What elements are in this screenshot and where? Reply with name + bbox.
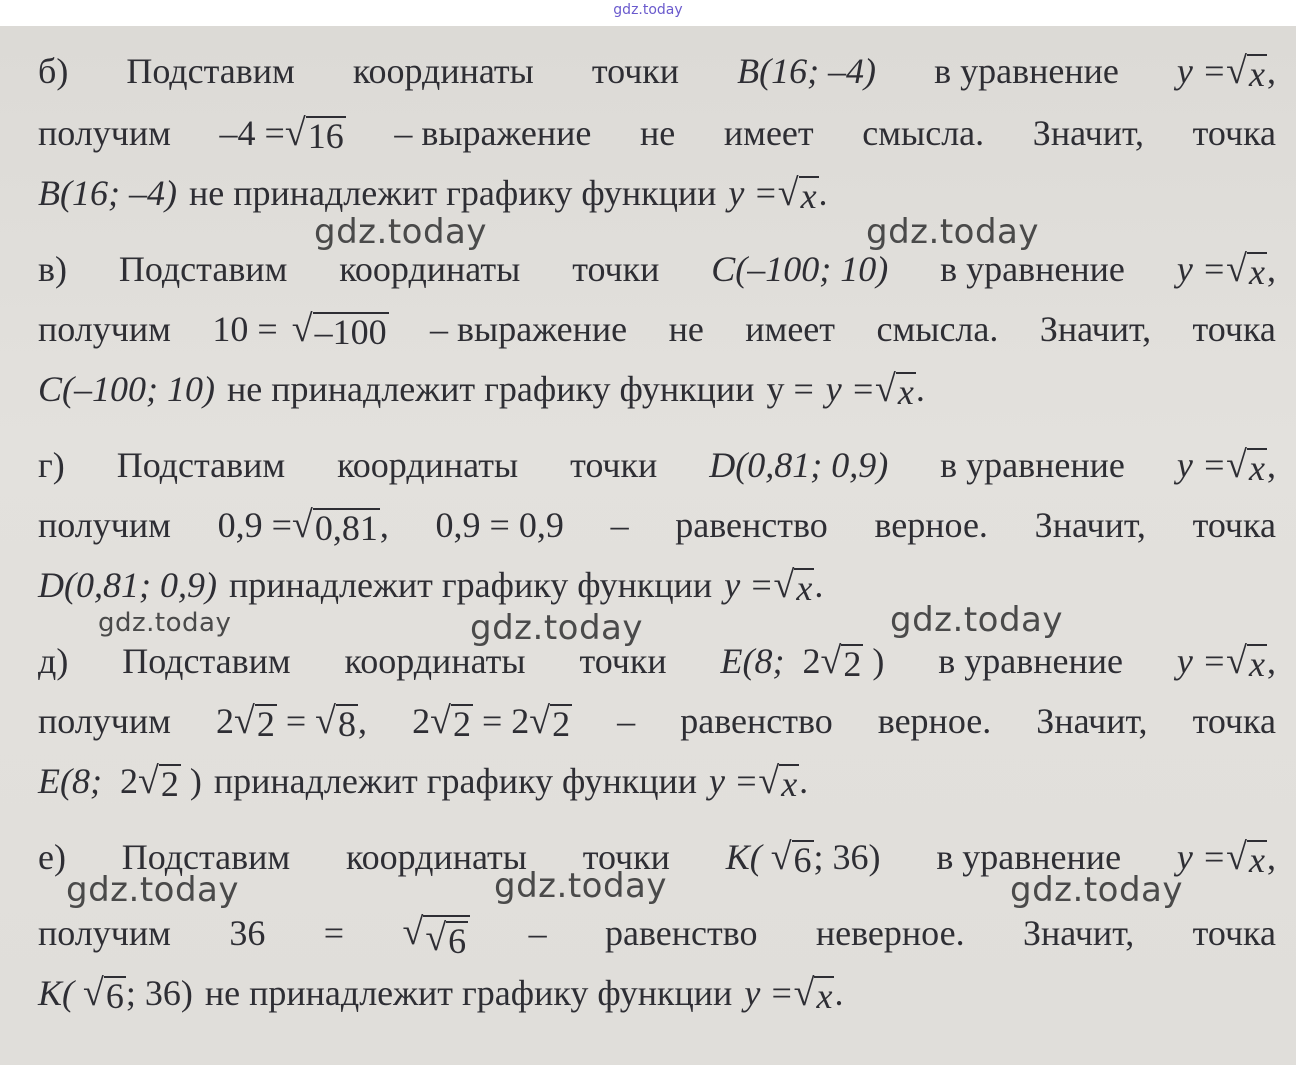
dash: – xyxy=(617,701,636,741)
equation xyxy=(212,304,388,354)
word: точка xyxy=(1192,309,1276,349)
word: Значит, xyxy=(1039,309,1152,349)
number: 36 xyxy=(229,913,266,953)
equation xyxy=(218,500,389,550)
v-line-1 xyxy=(38,244,1276,294)
punct: , xyxy=(358,701,368,741)
word: координаты xyxy=(352,51,534,91)
point-k xyxy=(726,832,881,882)
word: верное. xyxy=(877,701,992,741)
radicand: –100 xyxy=(314,312,387,352)
e-line-3 xyxy=(38,968,1276,1018)
word: равенство xyxy=(675,505,828,545)
word: Значит, xyxy=(1032,113,1145,153)
radicand: x xyxy=(1248,448,1265,488)
sqrt xyxy=(794,972,835,1014)
word: точки xyxy=(570,445,658,485)
word: получим xyxy=(38,309,171,349)
formula xyxy=(1177,636,1276,686)
sqrt xyxy=(771,836,814,878)
word: получим xyxy=(38,113,171,153)
watermark-top: gdz.today xyxy=(613,2,683,18)
word: – выражение xyxy=(430,309,628,349)
sqrt xyxy=(292,504,380,546)
equation xyxy=(216,696,367,746)
point-k-label: K( xyxy=(725,837,762,877)
phrase: принадлежит графику функции xyxy=(228,565,713,605)
radical-sign: √ xyxy=(1226,50,1247,92)
word: смысла. xyxy=(862,113,985,153)
formula xyxy=(744,968,843,1018)
sqrt xyxy=(529,700,572,742)
point-e xyxy=(721,636,885,686)
point-e xyxy=(38,756,202,806)
equation xyxy=(220,108,346,158)
formula-lhs: y = xyxy=(744,973,794,1013)
watermark: gdz.today xyxy=(494,866,667,906)
radicand: 6 xyxy=(448,921,467,961)
radicand: x xyxy=(897,372,914,412)
d-line-2 xyxy=(38,696,1276,746)
radicand: 2 xyxy=(160,764,179,804)
radical-sign: √ xyxy=(1226,444,1247,486)
radical-sign: √ xyxy=(875,368,896,410)
radicand: 6 xyxy=(793,840,812,880)
word: точки xyxy=(591,51,680,91)
point-c: C(–100; 10) xyxy=(38,369,215,409)
equation: 0,9 = 0,9 xyxy=(435,505,564,545)
punct: ) xyxy=(872,641,885,681)
word: верное. xyxy=(874,505,988,545)
b-line-1 xyxy=(38,46,1276,96)
formula-lhs: y = xyxy=(1176,641,1227,681)
radical-sign: √ xyxy=(777,172,799,214)
word: координаты xyxy=(337,445,519,485)
sqrt-inner xyxy=(425,917,468,959)
formula xyxy=(1177,832,1276,882)
radicand: x xyxy=(781,764,798,804)
radical-sign: √ xyxy=(291,504,313,546)
watermark: gdz.today xyxy=(1010,870,1183,910)
v-label: в) xyxy=(38,249,67,289)
word: получим xyxy=(38,505,171,545)
sqrt xyxy=(1226,50,1267,92)
formula-lhs: y = xyxy=(728,173,778,213)
formula xyxy=(1177,244,1276,294)
point-d: D(0,81; 0,9) xyxy=(709,445,889,485)
sqrt xyxy=(1226,248,1267,290)
d-line-3 xyxy=(38,756,1276,806)
sqrt xyxy=(234,700,277,742)
point-k xyxy=(38,968,193,1018)
point-e-label: E(8; xyxy=(720,641,785,681)
coefficient: = 2 xyxy=(481,701,530,741)
radicand: 2 xyxy=(552,704,571,744)
radicand: x xyxy=(800,176,817,216)
word: точки xyxy=(579,641,667,681)
punct: , xyxy=(1266,51,1276,91)
radical-sign: √ xyxy=(758,760,780,802)
sqrt-outer xyxy=(402,911,470,959)
word: координаты xyxy=(339,249,521,289)
radicand: 16 xyxy=(307,116,344,156)
point-b: B(16; –4) xyxy=(38,173,177,213)
equation xyxy=(412,696,572,746)
word: в уравнение xyxy=(936,837,1122,877)
word: точки xyxy=(572,249,660,289)
watermark: gdz.today xyxy=(314,212,487,252)
v-line-2 xyxy=(38,304,1276,354)
word: имеет xyxy=(723,113,814,153)
g-line-1 xyxy=(38,440,1276,490)
g-line-2 xyxy=(38,500,1276,550)
radical-sign: √ xyxy=(1226,640,1248,682)
b-label: б) xyxy=(38,51,69,91)
sqrt xyxy=(1226,640,1267,682)
word: Подставим xyxy=(116,445,286,485)
dash: – xyxy=(610,505,629,545)
punct: . xyxy=(834,973,844,1013)
radicand: x xyxy=(816,976,833,1016)
word: – выражение xyxy=(394,113,592,153)
radicand: x xyxy=(1248,840,1265,880)
radicand: 2 xyxy=(256,704,275,744)
radicand: 2 xyxy=(843,644,862,684)
radicand: x xyxy=(1248,252,1265,292)
radicand: 2 xyxy=(452,704,471,744)
radical-sign: √ xyxy=(770,836,792,878)
watermark: gdz.today xyxy=(890,600,1063,640)
sqrt xyxy=(138,760,181,802)
word: получим xyxy=(38,913,171,953)
word: точки xyxy=(582,837,670,877)
d-line-1 xyxy=(38,636,1276,686)
word: Значит, xyxy=(1022,913,1135,953)
punct: . xyxy=(818,173,828,213)
word: смысла. xyxy=(876,309,999,349)
word: Подставим xyxy=(121,837,291,877)
word: Подставим xyxy=(118,249,288,289)
radical-sign: √ xyxy=(137,760,159,802)
phrase: не принадлежит графику функции xyxy=(204,973,733,1013)
g-line-3 xyxy=(38,560,1276,610)
word: точка xyxy=(1192,913,1276,953)
point-k-label: K( xyxy=(38,973,74,1013)
formula-lhs: y = xyxy=(724,565,774,605)
top-strip xyxy=(0,0,1296,26)
watermark: gdz.today xyxy=(98,608,232,638)
sqrt xyxy=(1226,836,1267,878)
word: неверное. xyxy=(815,913,965,953)
sqrt xyxy=(821,640,864,682)
phrase: не принадлежит графику функции xyxy=(226,369,755,409)
formula-lhs: y = xyxy=(1176,445,1227,485)
word: равенство xyxy=(604,913,758,953)
eq-lhs: 0,9 = xyxy=(217,505,292,545)
word: Значит, xyxy=(1036,701,1148,741)
radicand: 6 xyxy=(105,976,124,1016)
punct: . xyxy=(799,761,809,801)
punct: . xyxy=(915,369,925,409)
nested-sqrt xyxy=(402,907,470,959)
eq-lhs: –4 = xyxy=(219,113,285,153)
formula xyxy=(728,168,827,218)
b-line-2 xyxy=(38,108,1276,158)
word: имеет xyxy=(745,309,836,349)
word: координаты xyxy=(345,837,527,877)
word: точка xyxy=(1192,113,1276,153)
point-c: C(–100; 10) xyxy=(711,249,889,289)
word: Подставим xyxy=(122,641,291,681)
equals: = xyxy=(285,701,307,741)
coefficient: 2 xyxy=(802,641,821,681)
radicand-outer xyxy=(423,915,470,959)
g-label: г) xyxy=(38,445,65,485)
formula xyxy=(724,560,823,610)
equals: = xyxy=(323,913,345,953)
radicand: x xyxy=(796,568,813,608)
word: точка xyxy=(1192,701,1276,741)
word: не xyxy=(640,113,676,153)
word: Подставим xyxy=(126,51,295,91)
punct: , xyxy=(379,505,389,545)
phrase: принадлежит графику функции xyxy=(213,761,698,801)
word: у = xyxy=(766,369,814,409)
word: в уравнение xyxy=(938,641,1123,681)
radicand: 0,81 xyxy=(314,508,378,548)
eq-lhs: 10 = xyxy=(212,309,278,349)
sqrt xyxy=(430,700,473,742)
word: в уравнение xyxy=(940,445,1125,485)
sqrt xyxy=(1226,444,1267,486)
phrase: не принадлежит графику функции xyxy=(188,173,717,213)
radical-sign: √ xyxy=(773,564,795,606)
radical-sign: √ xyxy=(1226,836,1247,878)
coordinate: ; 36) xyxy=(125,973,193,1013)
punct: , xyxy=(1266,837,1276,877)
e-line-2 xyxy=(38,908,1276,961)
word: Значит, xyxy=(1034,505,1146,545)
formula xyxy=(826,364,925,414)
coefficient: 2 xyxy=(215,701,234,741)
word: не xyxy=(668,309,704,349)
formula xyxy=(1177,46,1276,96)
sqrt xyxy=(315,700,358,742)
radical-sign: √ xyxy=(291,308,313,350)
radical-sign: √ xyxy=(793,972,815,1014)
sqrt xyxy=(292,308,389,350)
punct: , xyxy=(1266,249,1276,289)
radical-sign: √ xyxy=(430,700,451,742)
punct: , xyxy=(1267,641,1276,681)
radical-sign: √ xyxy=(284,112,306,154)
formula-lhs: y = xyxy=(825,369,876,409)
word: получим xyxy=(38,701,171,741)
sqrt xyxy=(773,564,814,606)
point-d: D(0,81; 0,9) xyxy=(38,565,217,605)
formula-lhs: y = xyxy=(1176,51,1227,91)
word: координаты xyxy=(344,641,526,681)
radical-sign: √ xyxy=(820,640,842,682)
word: в уравнение xyxy=(940,249,1125,289)
watermark: gdz.today xyxy=(66,870,239,910)
word: равенство xyxy=(680,701,833,741)
radicand: x xyxy=(1249,54,1265,94)
watermark: gdz.today xyxy=(866,212,1039,252)
punct: . xyxy=(814,565,824,605)
sqrt xyxy=(758,760,799,802)
sqrt xyxy=(285,112,346,154)
formula-lhs: y = xyxy=(1176,249,1227,289)
word: точка xyxy=(1192,505,1276,545)
coordinate: ; 36) xyxy=(813,837,881,877)
watermark: gdz.today xyxy=(470,608,643,648)
radical-sign: √ xyxy=(1226,248,1247,290)
sqrt xyxy=(83,972,126,1014)
radical-sign: √ xyxy=(402,911,424,953)
b-line-3 xyxy=(38,168,1276,218)
formula xyxy=(709,756,808,806)
formula xyxy=(1177,440,1276,490)
radicand: x xyxy=(1249,644,1265,684)
radical-sign: √ xyxy=(315,700,337,742)
formula-lhs: y = xyxy=(709,761,759,801)
radical-sign: √ xyxy=(83,972,104,1014)
coefficient: 2 xyxy=(119,761,138,801)
sqrt xyxy=(778,172,819,214)
e-label: е) xyxy=(38,837,66,877)
radicand: 8 xyxy=(338,704,357,744)
v-line-3 xyxy=(38,364,1276,414)
word: в уравнение xyxy=(934,51,1119,91)
radical-sign: √ xyxy=(425,917,447,959)
punct: ) xyxy=(189,761,202,801)
formula-lhs: y = xyxy=(1176,837,1227,877)
radical-sign: √ xyxy=(529,700,551,742)
d-label: д) xyxy=(38,641,69,681)
point-b: B(16; –4) xyxy=(737,51,877,91)
punct: , xyxy=(1266,445,1276,485)
sqrt xyxy=(875,368,916,410)
coefficient: 2 xyxy=(412,701,431,741)
dash: – xyxy=(528,913,547,953)
radical-sign: √ xyxy=(233,700,255,742)
point-e-label: E(8; xyxy=(38,761,102,801)
